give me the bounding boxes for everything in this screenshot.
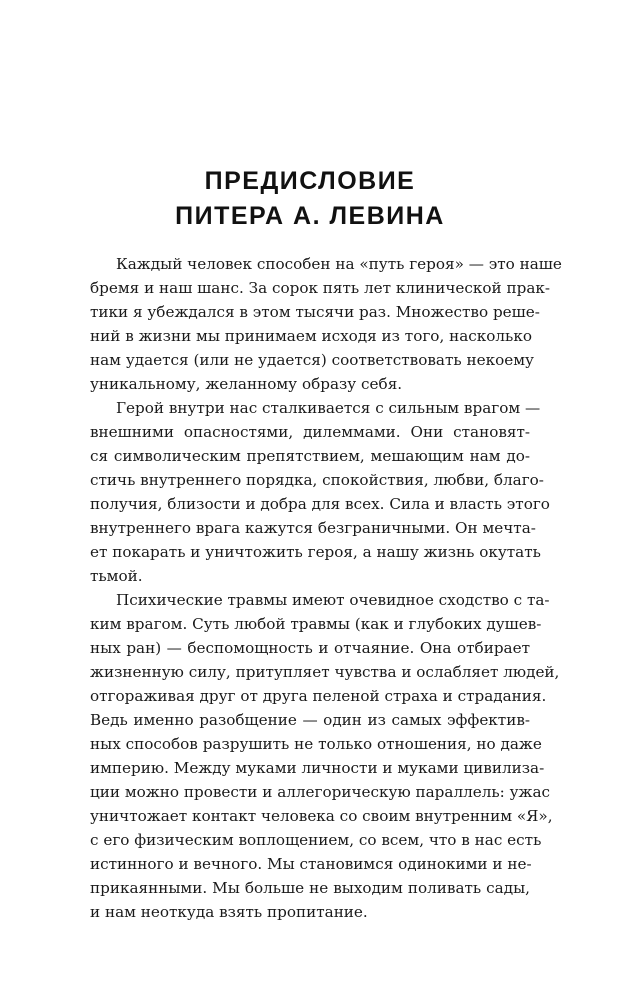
text-line: внутреннего врага кажутся безграничными. Он мечта-: [90, 519, 536, 537]
text-line: тики я убеждался в этом тысячи раз. Множество реше-: [90, 303, 540, 321]
text-line: стичь внутреннего порядка, спокойствия, любви, благо-: [90, 471, 544, 489]
paragraph: [90, 396, 550, 588]
text-line: ким врагом. Суть любой травмы (как и глубоких душев-: [90, 615, 542, 633]
text-line: ет покарать и уничтожить героя, а нашу жизнь окутать: [90, 543, 541, 561]
text-line: прикаянными. Мы больше не выходим поливать сады,: [90, 879, 530, 897]
text-line: ных ран) — беспомощность и отчаяние. Она отбирает: [90, 639, 530, 657]
text-line: бремя и наш шанс. За сорок пять лет клинической прак-: [90, 279, 551, 297]
text-line: получия, близости и добра для всех. Сила и власть этого: [90, 495, 550, 513]
text-line: Ведь именно разобщение — один из самых эффектив-: [90, 711, 530, 729]
text-line: ний в жизни мы принимаем исходя из того, насколько: [90, 327, 532, 345]
text-line: жизненную силу, притупляет чувства и ослабляет людей,: [90, 663, 560, 681]
chapter-title-line-2: ПИТЕРА А. ЛЕВИНА: [175, 202, 445, 230]
text-line: Герой внутри нас сталкивается с сильным врагом —: [116, 399, 541, 417]
text-line: и нам неоткуда взять пропитание.: [90, 903, 368, 921]
text-line: нам удается (или не удается) соответствовать некоему: [90, 351, 534, 369]
text-line: Каждый человек способен на «путь героя» — это наше: [116, 255, 562, 273]
paragraph: [90, 588, 560, 924]
text-line: ся символическим препятствием, мешающим нам до-: [90, 447, 530, 465]
text-line: отгораживая друг от друга пеленой страха и страдания.: [90, 687, 547, 705]
text-line: ных способов разрушить не только отношения, но даже: [90, 735, 542, 753]
text-line: уничтожает контакт человека со своим внутренним «Я»,: [90, 807, 553, 825]
paragraph: [90, 252, 562, 396]
text-line: внешними опасностями, дилеммами. Они становят-: [90, 423, 530, 441]
text-line: уникальному, желанному образу себя.: [90, 375, 403, 393]
text-line: империю. Между муками личности и муками цивилиза-: [90, 759, 545, 777]
text-line: ции можно провести и аллегорическую параллель: ужас: [90, 783, 551, 801]
text-line: истинного и вечного. Мы становимся одинокими и не-: [90, 855, 532, 873]
body-text: [90, 252, 562, 924]
text-line: тьмой.: [90, 567, 143, 585]
text-line: Психические травмы имеют очевидное сходство с та-: [116, 591, 550, 609]
chapter-title-line-1: ПРЕДИСЛОВИЕ: [204, 167, 416, 195]
text-line: с его физическим воплощением, со всем, что в нас есть: [90, 831, 542, 849]
